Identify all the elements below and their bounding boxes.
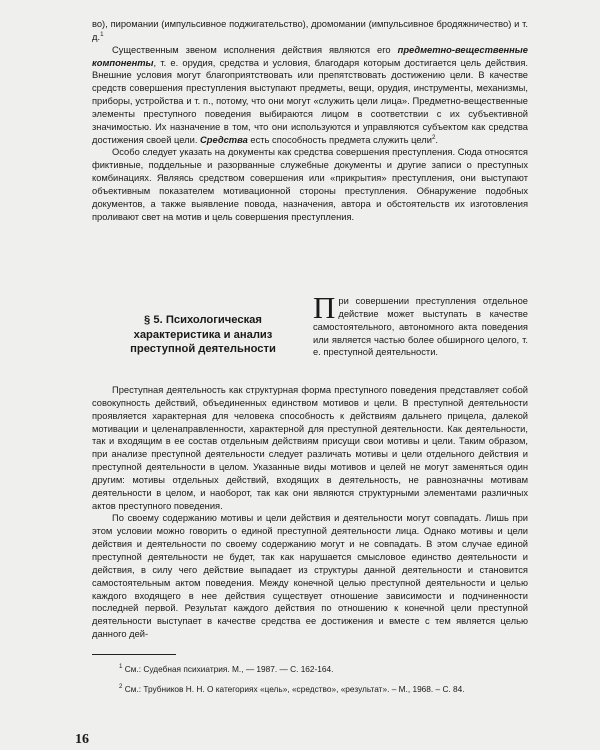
emphasized-term: предметно-вещественные компоненты: [92, 44, 528, 68]
paragraph-material-components: Существенным звеном исполнения действия являются его предметно-вещественные компоненты, т. е. орудия, средства и условия, благодаря которым достигается цель действия. Внешние условия могут благоприятствовать или препятствовать достижению цели. В качестве средств совершения преступления выступают предметы, вещи, орудия, инструменты, механизмы, приборы, устройства и т. п., потому, что они могут «служить цели лица». Предметно-вещественные элементы преступного поведения выбираются лицом в соответствии с их субъективной значимостью. Их назначение в том, что они используются и управляются субъектом как средства достижения своей цели. Средства есть способность предмета служить цели$^2$.: [92, 44, 528, 145]
bottom-text-block: [92, 384, 528, 641]
paragraph-text: во), пиромании (импульсивное поджигательство), дромомании (импульсивное бродяжничество) и т. д.: [92, 19, 528, 42]
paragraph-activity-structure: Преступная деятельность как структурная форма преступного поведения представляет собой совокупность действий, объединенных единством мотивов и цели. В преступной деятельности проявляется характерная для человека способность к действиям дальнего прицела, далекой мотивации и целенаправленности, характерной для преступной деятельности. Как деятельности, так и входящим в ее состав отдельным действиям присущи свои мотивы и цели. Таким образом, при анализе преступной деятельности следует различать мотивы и цели отдельного действия и преступной деятельности в целом. Указанные виды мотивов и целей не могут заменяться один другим: мотивы отдельных действий, входящих в деятельность, не равнозначны мотивам деятельности в целом, и наоборот, так как они являются структурными элементами различных актов преступного поведения.: [92, 385, 528, 511]
drop-cap: П: [313, 290, 336, 325]
footnote-ref-1: 1: [100, 30, 104, 38]
paragraph-continuation: [92, 18, 528, 44]
footnote-1: [119, 664, 529, 675]
footnote-ref-2: 2: [431, 133, 436, 141]
top-text-block: [92, 18, 528, 224]
footnote-text: См.: Судебная психиатрия. М., — 1987. — С. 162-164.: [124, 664, 334, 674]
footnote-number: 2: [119, 683, 123, 691]
paragraph-motives-goals: По своему содержанию мотивы и цели действия и деятельности могут совпадать. Лишь при этом условии можно говорить о единой преступной деятельности лица. Однако мотивы и цели действия и деятельности по своему содержанию могут и не совпадать. В этом случае единой преступной деятельности не будет, так как нарушается смысловое единство деятельности и действия, в силу чего действие выпадает из структуры данной деятельности и становится самостоятельным актом поведения. Между конечной целью преступной деятельности и целью каждого входящего в нее действия существует отношение зависимости и подчиненности последней первой. Результат каждого действия по отношению к конечной цели преступной деятельности выступает в качестве средства ее достижения и вместе с тем является целью данного дей-: [92, 513, 528, 640]
footnote-text: См.: Трубников Н. Н. О категориях «цель», «средство», «результат». – М., 1968. – С. 84.: [124, 684, 465, 694]
paragraph-documents: Особо следует указать на документы как средства совершения преступления. Сюда относятся фиктивные, поддельные и разорванные служебные документы и другие записи о преступных комбинациях. Являясь средством совершения или «прикрытия» преступления, они выступают объективным показателем мотивационной стороны преступления. Обнаружение подобных документов, а также выявление повода, назначения, автора и обстоятельств их изготовления проливают свет на мотив и цель совершения преступления.: [92, 147, 528, 222]
footnote-divider: [92, 654, 176, 655]
section-heading: § 5. Психологическая характеристика и анализ преступной деятельности: [130, 314, 276, 355]
intro-paragraph: [313, 290, 528, 359]
footnote-number: 1: [119, 663, 123, 671]
footnote-2: [119, 684, 529, 695]
paragraph-text: , т. е. орудия, средства и условия, благодаря которым достигается цель действия. Внешние условия могут благоприятствовать или препятствовать достижению цели. В качестве средств совершения преступления выступают предметы, вещи, орудия, инструменты, механизмы, приборы, устройства и т. п., потому, что они могут «служить цели лица». Предметно-вещественные элементы преступного поведения выбираются лицом в соответствии с их субъективной значимостью. Их назначение в том, что они используются и управляются субъектом как средства достижения своей цели.: [92, 57, 528, 145]
page-number: 16: [75, 732, 89, 747]
paragraph-text: есть способность предмета служить цели: [247, 134, 432, 145]
emphasized-term: Средства: [200, 134, 248, 145]
section-intro: [313, 290, 528, 359]
paragraph-text: Существенным звеном исполнения действия являются его: [112, 44, 398, 55]
paragraph-text: ри совершении преступления отдельное действие может выступать в качестве самостоятельного, автономного акта поведения или является частью более обширного целого, т. е. преступной деятельности.: [313, 296, 528, 358]
